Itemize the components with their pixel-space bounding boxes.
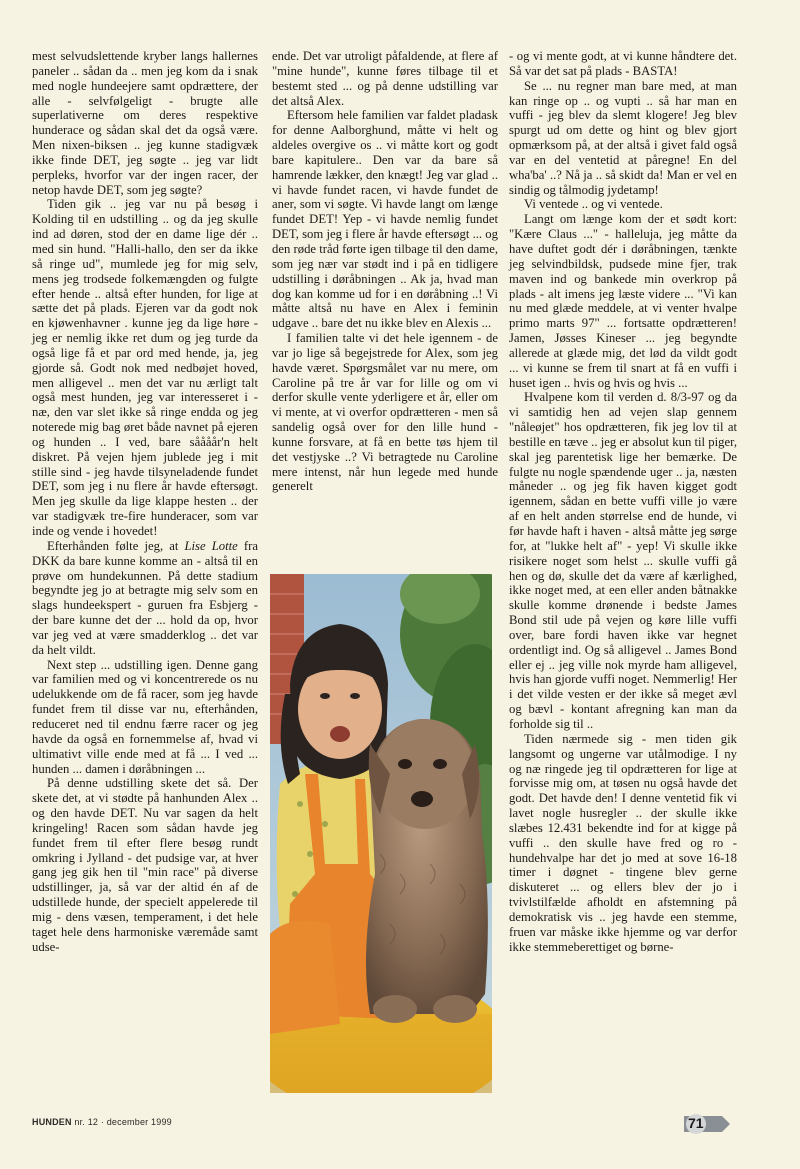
article-column-2 <box>272 49 498 549</box>
paragraph: Se ... nu regner man bare med, at man kan ringe op .. og vupti .. så har man en vuffi - jeg blev da slemt klogere! Jeg blev spurgt ud om dette og hint og blev gjort opmærksom på, at der altså i givet fald også var en del ventetid at påregne! En del wha'ba' ..? Nå ja .. så skidt da! Man er vel en sindig og tålmodig jydetamp! <box>509 78 737 197</box>
paragraph: På denne udstilling skete det så. Der skete det, at vi stødte på hanhunden Alex .. og den havde DET. Nu var sagen da helt kringeling! Racen som sådan havde jeg fundet frem til efter flere besøg rundt omkring i Jylland - det pudsige var, at hver gang jeg gik hen til "min race" på diverse udstillinger, ja, så var der altid én af de udstillede hunde, der specielt appelerede til mig - dens væsen, temperament, i det hele taget hele dens harmoniske væremåde samt udse- <box>32 776 258 954</box>
paragraph: ende. Det var utroligt påfaldende, at flere af "mine hunde", kunne føres tilbage til et bestemt sted ... og på denne udstilling var det altså Alex. <box>272 49 498 108</box>
paragraph: Next step ... udstilling igen. Denne gang var familien med og vi koncentrerede os nu udelukkende om de få racer, som jeg havde fundet frem til disse var nu, efterhånden, reduceret ned til endnu færre racer og jeg havde da også en fornemmelse af, hvad vi ultimativt ville ende med at få ... I ved ... hunden ... damen i døråbningen ... <box>32 657 258 776</box>
footer-magazine-info <box>32 1117 172 1127</box>
magazine-name: HUNDEN <box>32 1117 72 1127</box>
paragraph: Vi ventede .. og vi ventede. <box>524 197 663 212</box>
article-column-3 <box>509 49 737 1109</box>
italic-name: Lise Lotte <box>184 538 238 553</box>
article-column-1 <box>32 49 258 1109</box>
issue-info: nr. 12 · december 1999 <box>74 1117 172 1127</box>
paragraph: - og vi mente godt, at vi kunne håndtere det. Så var det sat på plads - BASTA! <box>509 49 737 78</box>
paragraph: Langt om længe kom der et sødt kort: "Kære Claus ..." - halleluja, jeg måtte da have duftet godt dér i døråbningen, tænkte jeg selvindbildsk, pudsede mine fjer, trak maven ind og bankede min overkrop på plads - alt imens jeg læste videre ... "Vi kan nu med glæde meddele, at vi venter hvalpe primo marts 97" ... fortsatte opdrætteren! Jamen, Jøsses Kineser ... jeg begyndte allerede at glæde mig, det lød da vildt godt ... vi kunne se frem til snart at få en vuffi i huset igen .. hvis og hvis og hvis ... <box>509 212 737 390</box>
page-number: 71 <box>688 1115 704 1131</box>
paragraph: Efterhånden følte jeg, at Lise Lotte fra DKK da bare kunne komme an - altså til en prøve om hundekunnen. På dette stadium begyndte jeg jo at betragte mig selv som en slags hundeekspert - guruen fra Esbjerg - der bare kunne det der ... hold da op, hvor var jeg ved at være smadderklog .. det var da helt vildt. <box>32 538 258 657</box>
photo-girl-with-dog <box>270 574 492 1093</box>
paragraph: mest selvudslettende kryber langs hallernes paneler .. sådan da .. men jeg kom da i snak med nogle hundeejere samt opdrættere, der alle - selvfølgeligt - brugte alle superlativerne om deres respektive hunderace og sådan skal det da også være. Men nixen-biksen .. jeg kunne stadigvæk ikke finde DET, jeg søgte .. jeg var lidt perpleks, hvorfor var der ingen racer, der netop havde DET, som jeg søgte? <box>32 49 258 197</box>
paragraph: I familien talte vi det hele igennem - de var jo lige så begejstrede for Alex, som jeg havde været. Spørgsmålet var nu mere, om Caroline på tre år var for lille og om vi derfor skulle vente yderligere et år, eller om vi mente, at vi overfor opdrætteren - men så sandelig også over for den lille hund - kunne forsvare, at få en bette tøs hjem til det vestjyske ..? Vi betragtede nu Caroline mere intenst, når hun legede med hunde generelt <box>272 331 498 494</box>
paragraph: Tiden nærmede sig - men tiden gik langsomt og ungerne var utålmodige. I ny og næ ringede jeg til opdrætteren for lige at forvisse mig om, at tøsen nu også havde det godt. Det havde den! I denne ventetid fik vi lavet nogle husregler .. der skulle ikke slæbes 12.431 bekendte ind for at kigge på vuffi .. den skulle have fred og ro - hundehvalpe har det jo med at sove 16-18 timer i døgnet - tingene blev gerne diskuteret ... og ellers blev der jo i tvivlstilfælde afholdt en afstemning på demokratisk vis .. jeg havde een stemme, fruen var måske ikke hjemme og var derfor ikke stemmeberettiget og børne- <box>509 731 737 954</box>
paragraph: Hvalpene kom til verden d. 8/3-97 og da vi samtidig hen ad vejen slap gennem "nåleøjet" hos opdrætteren, fik jeg lov til at bestille en tæve .. jeg er absolut kun til piger, skal jeg parentetisk lige her bemærke. De fulgte nu nogle spændende uger .. ja, næsten måneder .. og jeg fik haven kigget godt igennem, sådan en bette vuffi ville jo være af en helt anden størrelse end de hunde, vi før havde haft i haven - altså måtte jeg sørge for, at "lukke helt af" - yep! Vi skulle ikke risikere noget som helst ... skulle vuffi gå hen og dø, skulle det da være af kærlighed, ikke noget med, at een eller anden båtnakke skulle komme drønende i bedste James Bond stil ude på vejen og køre lille vuffi over, bare fordi haven ikke var hegnet ordentligt ind. Og så alligevel .. James Bond eller ej .. jeg ville nok myrde ham alligevel, hvis han gjorde vuffi noget. Nemmerlig! Her i det vilde vesten er der ikke så meget ævl og bævl - kontant afregning kan man da forholde sig til .. <box>509 390 737 731</box>
paragraph: Tiden gik .. jeg var nu på besøg i Kolding til en udstilling .. og da jeg skulle ind ad døren, stod der en dame lige dér .. med sin hund. "Halli-hallo, den ser da ikke så ringe ud", mumlede jeg for mig selv, mens jeg trodsede folkemængden og fulgte efter hende .. altså efter hunden, for lige at sætte det på plads. Ejeren var da godt nok en kjøwenhavner . kunne jeg da lige høre - jeg er nemlig ikke ret dum og jeg turde da også lige få et par ord med hende, ja, jeg gjorde så. Godt nok med nedbøjet hoved, men alligevel .. men det var nu ærligt talt også mest hunden, jeg var interesseret i - næ, den var slet ikke så ringe endda og jeg noterede mig bag øret både navnet på ejeren og hunden .. I ved, bare såååår'n helt diskret. På vejen hjem jublede jeg i mit stille sind - jeg havde tilsyneladende fundet DET, som jeg i nu flere år havde eftersøgt. Men jeg skulle da lige klappe hesten .. der var stadigvæk tre-fire hunderacer, som var inde og vende i hovedet! <box>32 197 258 538</box>
paragraph: Eftersom hele familien var faldet pladask for denne Aalborghund, måtte vi helt og aldeles overgive os .. vi måtte kort og godt bare kapitulere.. Den var da bare så hamrende lækker, den knægt! Jeg var glad .. vi havde fundet racen, vi havde fundet de aner, som vi søgte. Vi havde langt om længe fundet DET! Yep - vi havde nemlig fundet DET, som jeg i flere år havde eftersøgt ... og den røde tråd førte igen tilbage til den dame, som jeg nær var stødt ind i på en tidligere udstilling i døråbningen .. Ak ja, hvad man dog kan komme ud for i en døråbning ..! Vi måtte altså nu have en Alex i feminin udgave .. bare det nu ikke blev en Alexis ... <box>272 108 498 331</box>
